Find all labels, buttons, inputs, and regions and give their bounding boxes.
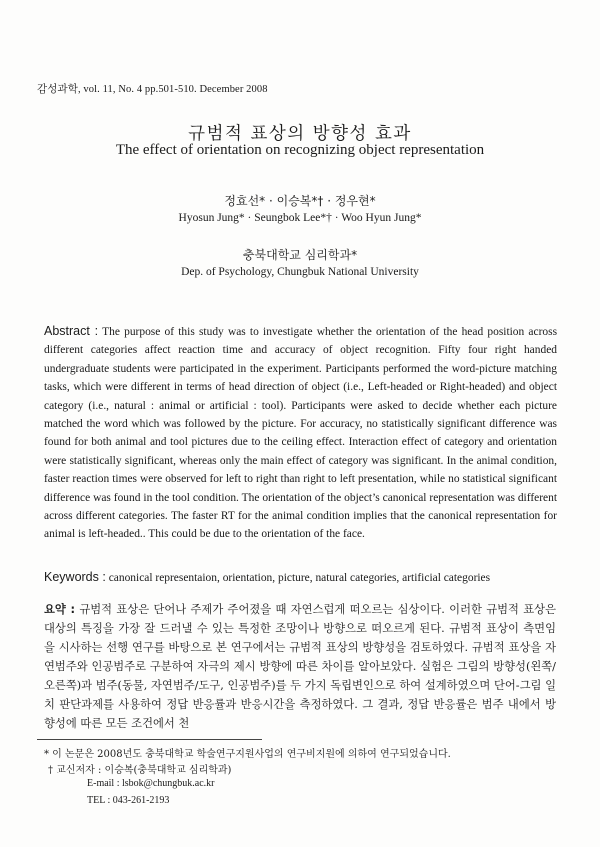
email-footnote: E-mail : lsbok@chungbuk.ac.kr	[87, 778, 215, 789]
korean-affiliation: 충북대학교 심리학과*	[242, 248, 358, 262]
tel-footnote: TEL : 043-261-2193	[87, 795, 170, 806]
english-title: The effect of orientation on recognizing object representation	[115, 142, 485, 158]
summary-text: 규범적 표상은 단어나 주제가 주어졌을 때 자연스럽게 떠오르는 심상이다. 이러한 규범적 표상은 대상의 특징을 가장 잘 드러낼 수 있는 특정한 조망이나 방향으로 떠오르게 된다. 규범적 표상이 측면임을 시사하는 선행 연구를 바탕으로 본 연구에서는 규범적 표상의 방향성을 검토하였다. 규범적 표상을 자연범주와 인공범주로 구분하여 자극의 제시 방향에 따른 차이를 알아보았다. 실험은 그림의 방향성(왼쪽/오른쪽)과 범주(동물, 자연범주/도구, 인공범주)를 두 가지 독립변인으로 하여 설계하였으며 단어-그림 일치 판단과제를 사용하여 정답 반응률과 반응시간을 측정하였다. 그 결과, 정답 반응률은 범주 내에서 방향성에 따른 모든 조건에서 천	[44, 603, 557, 730]
english-affiliation: Dep. of Psychology, Chungbuk National University	[181, 266, 419, 278]
funding-footnote: * 이 논문은 2008년도 충북대학교 학술연구지원사업의 연구비지원에 의하여 연구되었습니다.	[44, 749, 451, 760]
korean-authors: 정효선* · 이승복*† · 정우현*	[224, 194, 376, 208]
keywords	[44, 570, 574, 584]
keywords-label: Keywords :	[44, 570, 106, 584]
corresponding-author-footnote: † 교신저자 : 이승복(충북대학교 심리학과)	[48, 765, 232, 776]
abstract-label: Abstract :	[44, 324, 99, 338]
korean-summary	[44, 600, 556, 733]
journal-citation: 감성과학, vol. 11, No. 4 pp.501-510. December 2008	[37, 84, 268, 95]
footnote-divider	[37, 739, 262, 740]
summary-label: 요약 :	[44, 603, 76, 616]
abstract-text: The purpose of this study was to investigate whether the orientation of the head position across different categories affect reaction time and accuracy of object recognition. Fifty four right handed undergraduate students were participated in the experiment. Participants performed the word-picture matching tasks, which were different in terms of head direction of object (i.e., Left-headed or Right-headed) and object category (i.e., natural : animal or artificial : tool). Participants were asked to decide whether each picture matched the word which was followed by the picture. For accuracy, no statistically significant difference was found for both animal and tool pictures due to the ceiling effect. Interaction effect of category and orientation were statistically significant, whereas only the main effect of category was significant. In the animal condition, faster reaction times were observed for left to right than right to left presentation, while no statistical significant difference was found in the tool condition. The orientation of the object’s canonical representation was different across different categories. The faster RT for the animal condition implies that the canonical representation for animal is left-headed.. This could be due to the orientation of the face.	[44, 326, 558, 541]
abstract	[44, 322, 557, 544]
korean-title: 규범적 표상의 방향성 효과	[188, 124, 412, 144]
keywords-text: canonical representaion, orientation, picture, natural categories, artificial categories	[108, 572, 491, 584]
english-authors: Hyosun Jung* · Seungbok Lee*† · Woo Hyun Jung*	[178, 212, 422, 224]
